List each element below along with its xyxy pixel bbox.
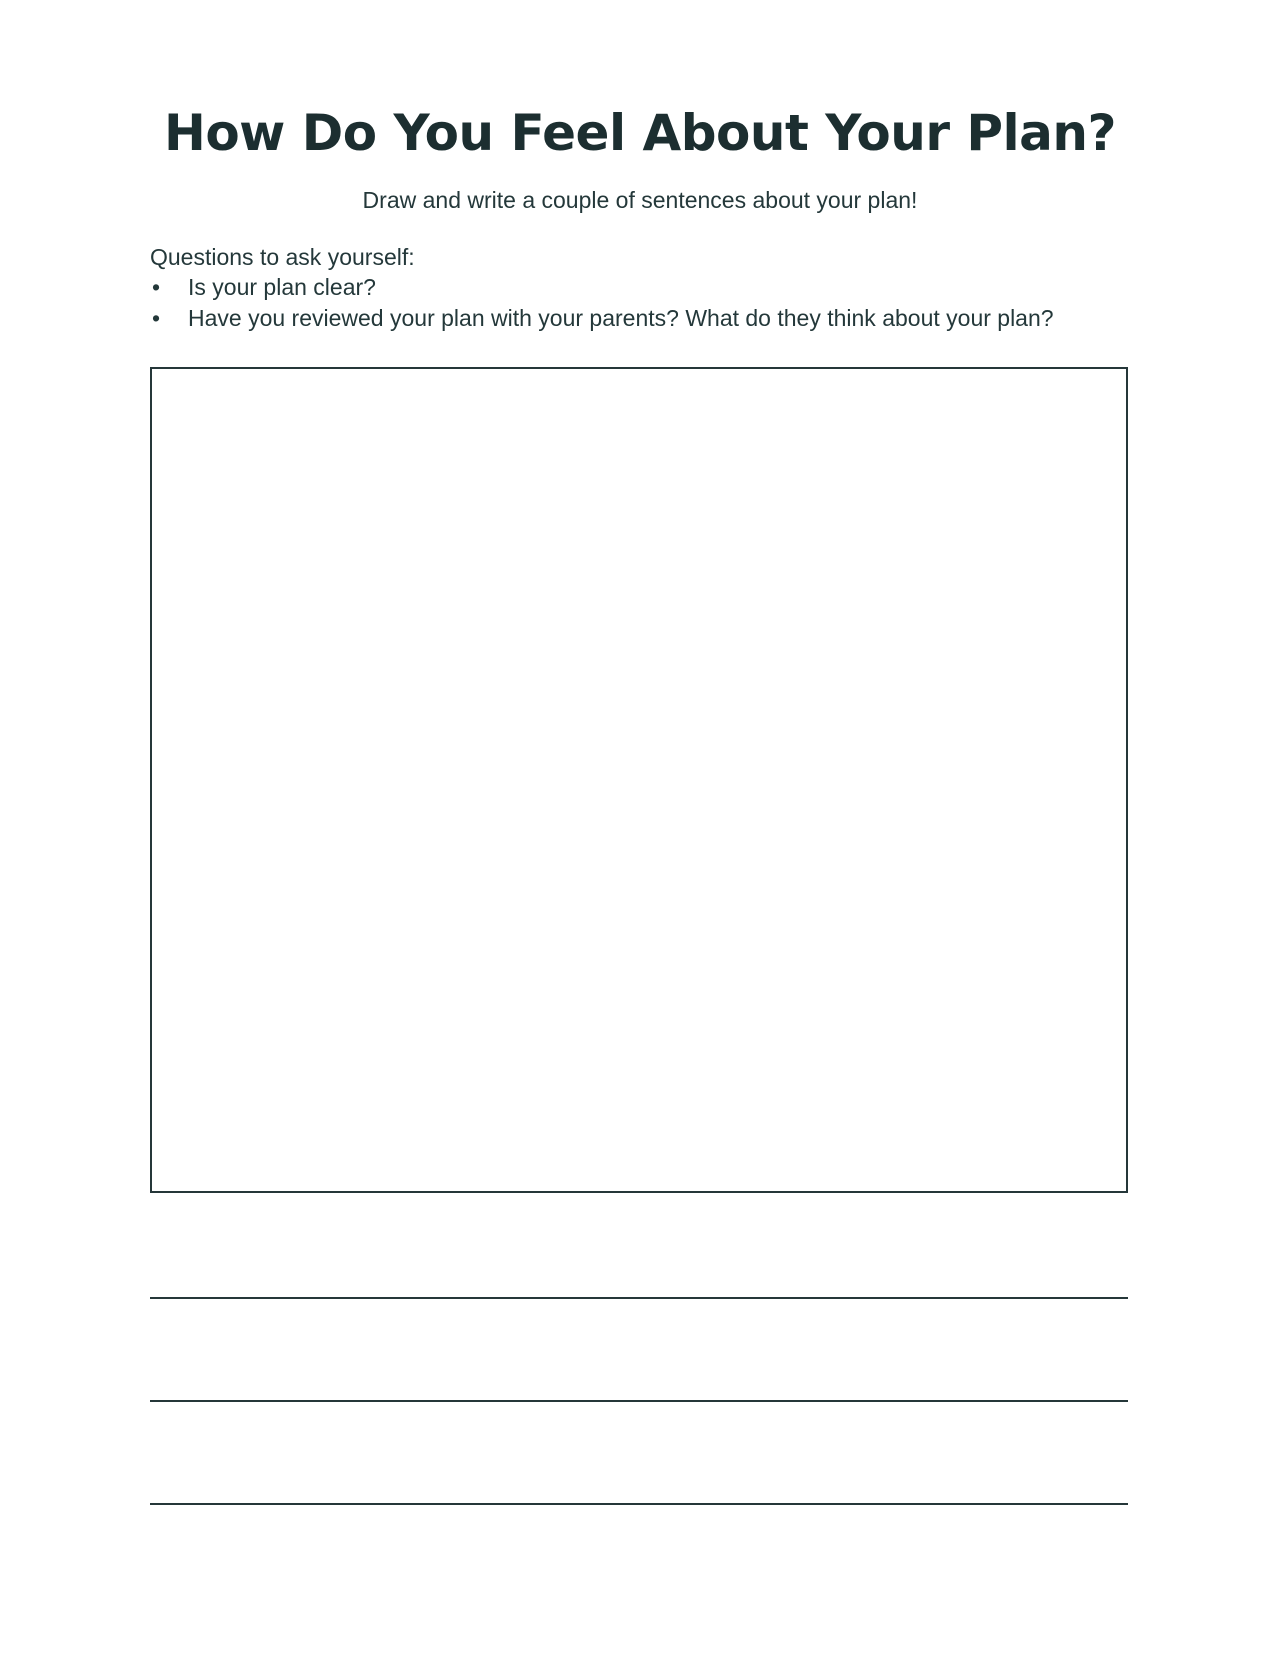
drawing-area[interactable] [150, 367, 1128, 1193]
question-text: Is your plan clear? [188, 274, 376, 300]
questions-section [150, 242, 1160, 334]
writing-line[interactable] [150, 1400, 1128, 1402]
instructions-text: Draw and write a couple of sentences about your plan! [362, 187, 918, 213]
list-item [150, 272, 1160, 303]
page-title: How Do You Feel About Your Plan? [163, 104, 1117, 162]
bullet-icon: • [152, 305, 161, 331]
questions-heading: Questions to ask yourself: [150, 244, 415, 270]
question-text: Have you reviewed your plan with your parents? What do they think about your plan? [188, 305, 1054, 331]
writing-line[interactable] [150, 1297, 1128, 1299]
writing-line[interactable] [150, 1503, 1128, 1505]
bullet-icon: • [152, 274, 161, 300]
questions-list [150, 272, 1160, 334]
list-item [150, 303, 1160, 334]
